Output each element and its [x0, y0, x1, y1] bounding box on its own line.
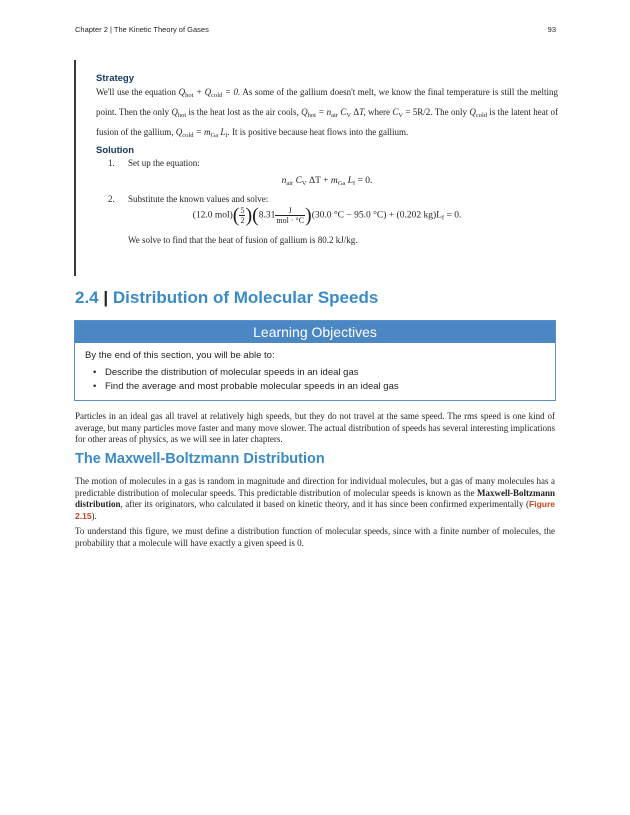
subsection-title: The Maxwell-Boltzmann Distribution: [75, 451, 325, 467]
section-number: 2.4: [75, 288, 99, 307]
learning-objectives-heading: Learning Objectives: [75, 321, 555, 343]
maxwell-boltzmann-paragraph: The motion of molecules in a gas is random in magnitude and direction for individual molecules, but a gas of many molecules has a predictable distribution of molecular speeds. This predictable distribution of molecular speeds is known as the Maxwell-Boltzmann distribution, after its originators, who calculated it based on kinetic theory, and it has since been confirmed experimentally (Figure 2.15).: [75, 476, 555, 521]
equation-q-cold: $Q_{cold} = m_{Ga}$ $L_f$.: [175, 127, 230, 139]
section-title: [75, 288, 378, 308]
strategy-heading: Strategy: [96, 73, 135, 84]
section-heading-text: Distribution of Molecular Speeds: [112, 288, 379, 307]
equation-setup: $n_{air}$ $C_V$ $\Delta T + m_{Ga}$ $L_f = 0$.: [281, 176, 373, 187]
page-number: 93: [547, 25, 556, 34]
key-term: Maxwell-Boltzmann distribution: [75, 487, 555, 510]
list-item: • Find the average and most probable molecular speeds in an ideal gas: [93, 381, 399, 392]
section-separator: |: [103, 288, 109, 307]
learning-objectives-box: [74, 320, 556, 401]
equation-q-hot: $Q_{hot} = n_{air}$ $C_V$ ΔT,: [301, 107, 366, 119]
distribution-function-paragraph: To understand this figure, we must define a distribution function of molecular speeds, since with a finite number of molecules, the probability that a molecule will have exactly a given speed is 0.: [75, 526, 555, 548]
solution-conclusion: We solve to find that the heat of fusion of gallium is 80.2 kJ/kg.: [128, 235, 358, 245]
solution-heading: Solution: [96, 145, 134, 156]
running-header-chapter: Chapter 2 | The Kinetic Theory of Gases: [75, 25, 209, 34]
intro-paragraph: Particles in an ideal gas all travel at relatively high speeds, but they do not travel at the same speed. The rms speed is one kind of average, but many particles move faster and many move slower. The actual distribution of speeds has several interesting implications for other areas of physics, as we will see in later chapters.: [75, 411, 555, 445]
equation-heat-balance: $Q_{hot} + Q_{cold} = 0$.: [178, 87, 241, 99]
bullet: •: [93, 381, 97, 392]
learning-objectives-intro: By the end of this section, you will be able to:: [85, 350, 275, 361]
learning-objectives-body: [75, 343, 555, 392]
worked-example-box: [74, 60, 558, 276]
equation-substituted: (12.0 mol)( $\frac{5}{2}$ )(8.31 $\frac{J}{\text{mol · °C}}$ )(30.0 °C − 95.0 °C) + (0.202 $kg)L_f = 0$.: [192, 204, 462, 227]
solution-step-2: 2. Substitute the known values and solve:: [108, 194, 269, 204]
equation-cv: $C_V = 5R/2$.: [392, 107, 433, 119]
figure-link[interactable]: Figure 2.15: [75, 499, 555, 521]
worked-example-content: [96, 60, 558, 249]
solution-step-1: 1. Set up the equation:: [108, 158, 200, 168]
list-item: • Describe the distribution of molecular speeds in an ideal gas: [93, 367, 359, 378]
strategy-text: We'll use the equation $Q_{hot} + Q_{cold} = 0$. As some of the gallium doesn't melt, we know the final temperature is still the melting point. Then the only $Q_{hot}$ is the heat lost as the air cools, $Q_{hot} = n_{air}$ $C_V$ ΔT, where $C_V = 5R/2$. The only $Q_{cold}$ is the latent heat of fusion of the gallium, $Q_{cold} = m_{Ga}$ $L_f$. It is positive because heat flows into the gallium.: [96, 87, 559, 139]
bullet: •: [93, 367, 97, 378]
